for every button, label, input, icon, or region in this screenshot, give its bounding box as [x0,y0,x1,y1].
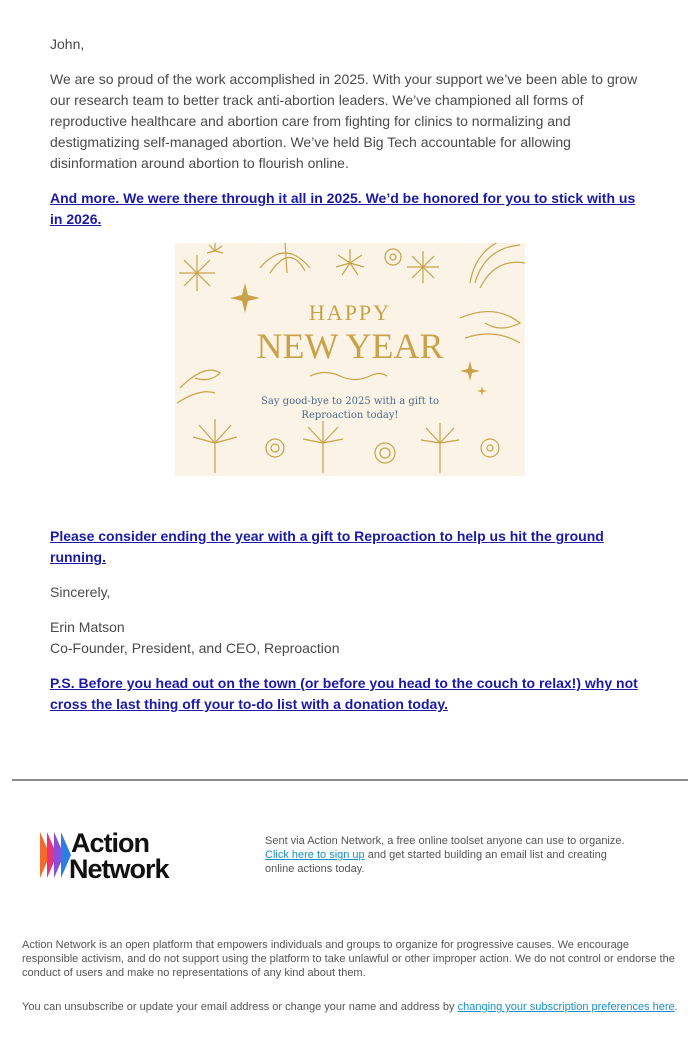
banner-graphic [175,243,525,476]
banner-happy-text: HAPPY [308,300,392,325]
action-network-logo[interactable] [38,828,198,884]
donate-link-2-text[interactable]: Please consider ending the year with a gift to Reproaction to help us hit the ground running. [50,528,604,565]
donate-link-1-text[interactable]: And more. We were there through it all in 2025. We’d be honored for you to stick with us in 2026. [50,190,636,227]
greeting: John, [50,36,85,52]
logo-mark [38,828,198,884]
new-year-banner-image[interactable] [175,243,525,476]
unsub-suffix: . [674,1001,678,1013]
banner-subtitle-line2: Reproaction today! [301,410,399,421]
footer-disclaimer: Action Network is an open platform that empowers individuals and groups to organize for progressive causes. We encourage responsible activism, and do not support using the platform to take unlawful or other improper action. We do not control or endorse the conduct of users and make no representations of any kind about them. [22,939,675,979]
logo-line1: Action [71,828,149,858]
signature-block [50,617,340,659]
signer-title: Co-Founder, President, and CEO, Reproaction [50,640,340,656]
signup-link[interactable]: Click here to sign up [265,849,365,861]
unsub-prefix: You can unsubscribe or update your email address or change your name and address by [22,1001,458,1013]
sent-via-text [265,834,635,876]
ps-donate-link[interactable] [50,673,650,715]
banner-new-year-text: NEW YEAR [256,326,444,366]
footer-divider [12,779,688,781]
sent-prefix: Sent via Action Network, a free online toolset anyone can use to organize. [265,835,625,847]
subscription-preferences-link[interactable]: changing your subscription preferences here [457,1001,675,1013]
signer-name: Erin Matson [50,619,125,635]
closing: Sincerely, [50,584,111,600]
logo-line2: Network [69,854,169,884]
donate-link-2[interactable] [50,526,650,568]
donate-link-1[interactable] [50,188,650,230]
unsubscribe-text [22,1000,692,1014]
sent-suffix: and get started building an email list and creating online actions today. [265,849,607,875]
ps-donate-link-text[interactable]: P.S. Before you head out on the town (or before you head to the couch to relax!) why not cross the last thing off your to-do list with a donation today. [50,675,638,712]
body-paragraph: We are so proud of the work accomplished in 2025. With your support we’ve been able to grow our research team to better track anti-abortion leaders. We’ve championed all forms of reproductive healthcare and abortion care from fighting for clinics to normalizing and destigmatizing self-managed abortion. We’ve held Big Tech accountable for allowing disinformation around abortion to flourish online. [50,71,638,171]
banner-subtitle-line1: Say good-bye to 2025 with a gift to [261,396,439,407]
